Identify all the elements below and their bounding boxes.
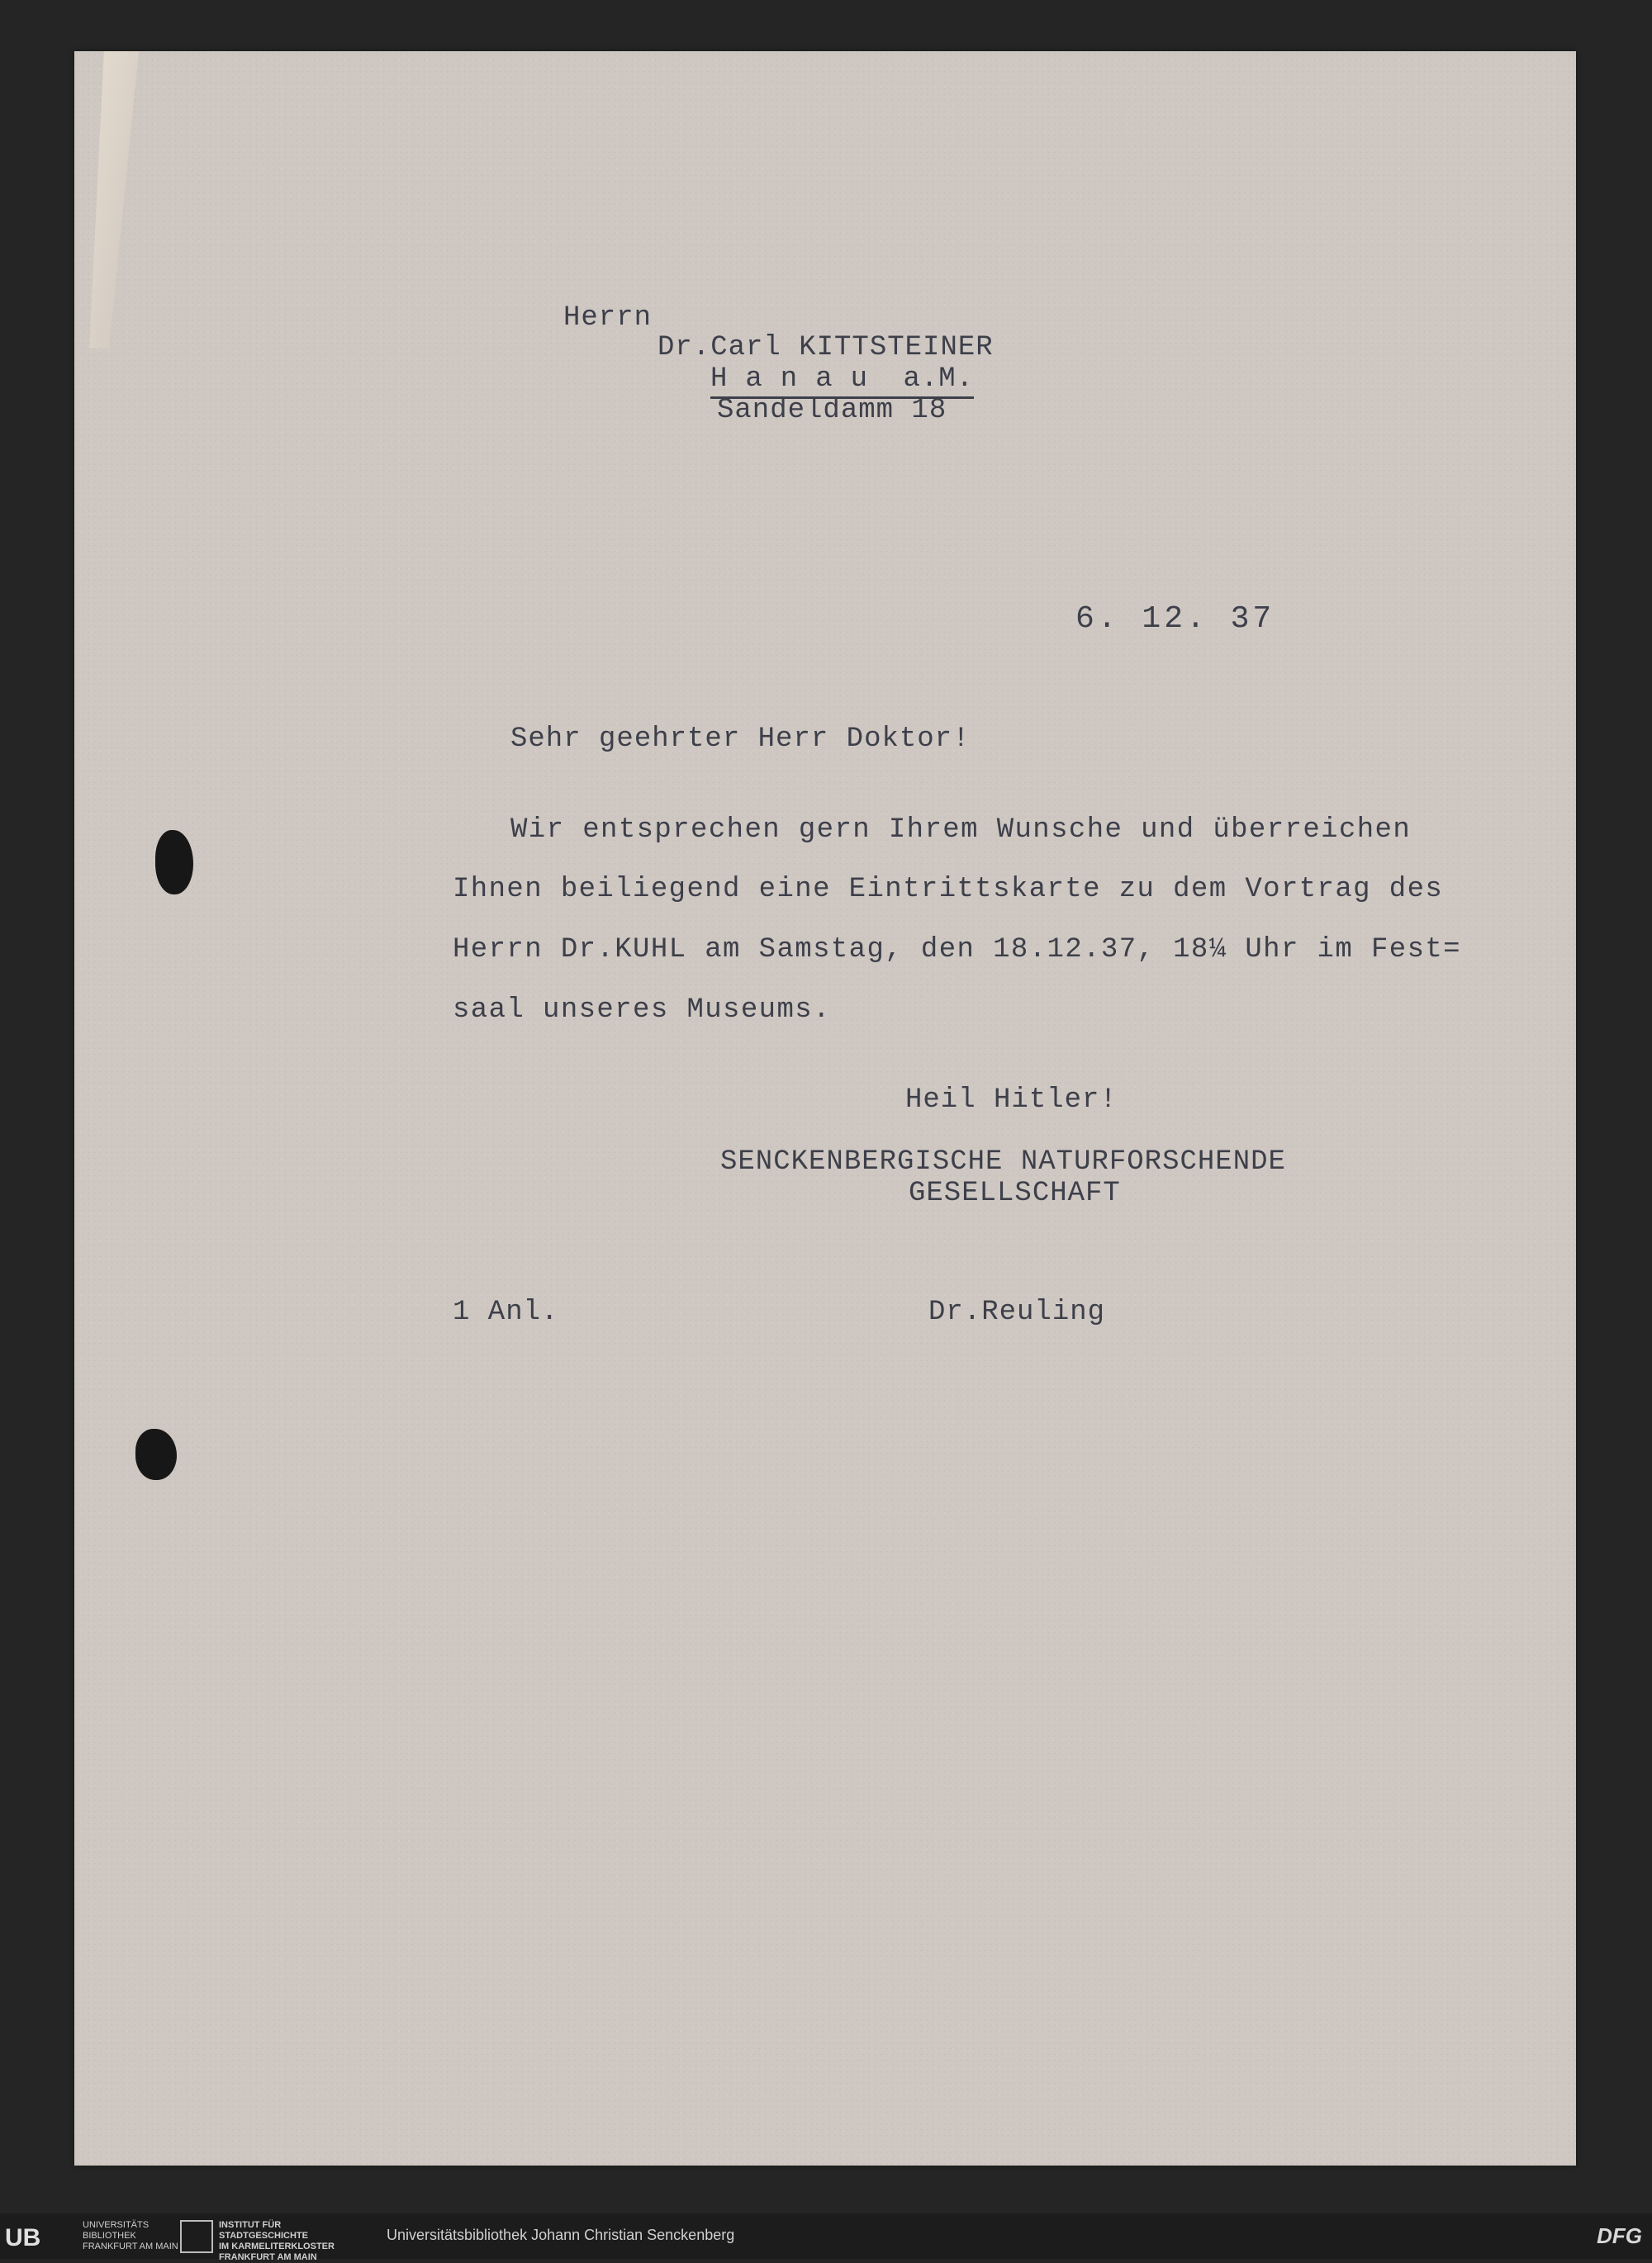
letter-closing: Heil Hitler! [905,1084,1118,1116]
signature-name: Dr.Reuling [928,1297,1106,1328]
dfg-logo: DFG [1597,2223,1642,2248]
recipient-name: Dr.Carl KITTSTEINER [657,332,994,363]
body-line-2: Ihnen beiliegend eine Eintrittskarte zu dem Vortrag des [453,874,1444,905]
body-line-4: saal unseres Museums. [453,994,831,1026]
institute-text-line-2: STADTGESCHICHTE [219,2231,308,2241]
ub-text-line-3: FRANKFURT AM MAIN [83,2242,178,2251]
institute-text-line-1: INSTITUT FÜR [219,2220,282,2230]
recipient-city-suffix: a.M. [903,363,975,395]
recipient-prefix: Herrn [563,302,653,334]
sender-org-line1: SENCKENBERGISCHE NATURFORSCHENDE [720,1146,1286,1178]
ub-text-line-1: UNIVERSITÄTS [83,2220,150,2230]
archive-footer [0,2213,1652,2262]
enclosure-note: 1 Anl. [453,1297,559,1328]
recipient-city-line [710,363,974,399]
ub-text [83,2220,178,2252]
ub-text-line-2: BIBLIOTHEK [83,2231,136,2241]
institute-text [219,2220,335,2263]
sender-org-line2: GESELLSCHAFT [909,1178,1121,1209]
institute-text-line-3: IM KARMELITERKLOSTER [219,2242,335,2251]
recipient-city: Hanau [710,363,886,395]
letter-date: 6. 12. 37 [1075,601,1275,637]
punch-hole-upper [155,830,193,894]
body-line-3: Herrn Dr.KUHL am Samstag, den 18.12.37, 18¼ Uhr im Fest= [453,934,1461,965]
punch-hole-lower [135,1429,177,1480]
ub-logo: UB [5,2224,41,2251]
institute-logo-icon [180,2220,213,2253]
institute-text-line-4: FRANKFURT AM MAIN [219,2252,317,2262]
body-line-1: Wir entsprechen gern Ihrem Wunsche und überreichen [510,814,1412,846]
library-caption: Universitätsbibliothek Johann Christian Senckenberg [387,2227,735,2243]
letter-greeting: Sehr geehrter Herr Doktor! [510,723,971,755]
recipient-street: Sandeldamm 18 [717,395,947,426]
